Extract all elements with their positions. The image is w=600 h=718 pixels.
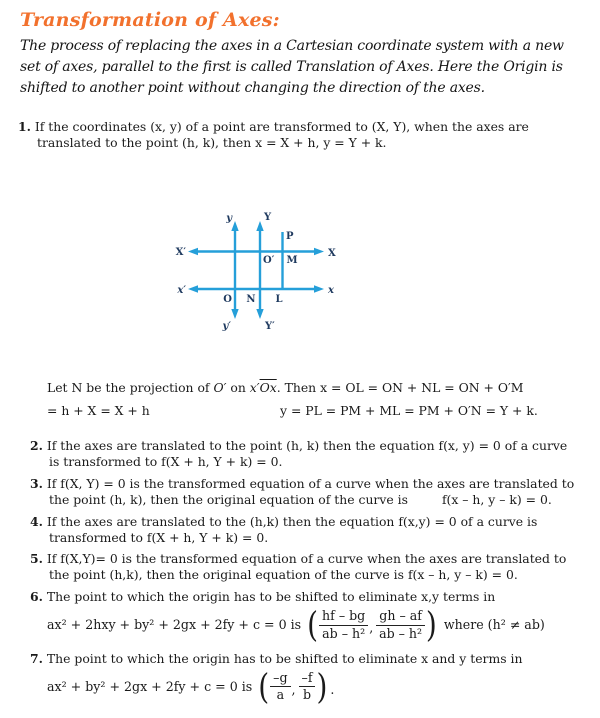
item-text: If f(X, Y) = 0 is the transformed equation of a curve when the axes are translated to: [46, 475, 575, 491]
diagram-svg: [174, 209, 344, 335]
close-paren: ): [316, 665, 328, 707]
arrowhead-x-left-icon: [188, 285, 198, 292]
item-number: 5.: [30, 551, 43, 567]
equation-6-condition: where (h² ≠ ab): [443, 617, 545, 633]
arrowhead-Y-top-icon: [256, 221, 263, 231]
open-paren: (: [307, 603, 319, 646]
item-text: the point (h, k), then the original equation of the curve is: [49, 491, 408, 507]
label-X-positive: X: [328, 248, 336, 259]
item-number: 3.: [30, 475, 43, 491]
item-text: The point to which the origin has to be shifted to eliminate x,y terms in: [46, 589, 496, 605]
label-point-M: M: [286, 255, 298, 266]
item-text: If the axes are translated to the point (h, k) then the equation f(x, y) = 0 of a curve: [46, 438, 568, 453]
label-Y-positive: Y: [264, 212, 272, 223]
arrowhead-x-right-icon: [314, 285, 324, 292]
item-text: The point to which the origin has to be shifted to eliminate x and y terms in: [46, 651, 523, 667]
intro-line: shifted to another point without changing the direction of the axes.: [20, 80, 485, 96]
label-Y-negative: Y′: [265, 321, 275, 332]
arrowhead-X-left-icon: [188, 248, 198, 255]
numbered-list: [30, 438, 596, 713]
intro-line: set of axes, parallel to the first is called Translation of Axes. Here the Origin is: [20, 59, 563, 75]
derivation-text: Let N be the projection of: [47, 380, 214, 395]
label-point-P: P: [286, 231, 294, 242]
open-paren: (: [258, 665, 270, 707]
item-number: 7.: [30, 651, 43, 667]
segment-name: $x'\overline{Ox}$: [249, 380, 277, 395]
label-x-negative: x′: [177, 285, 186, 296]
comma: ,: [291, 682, 296, 698]
derivation-y-equation: y = PL = PM + ML = PM + O′N = Y + k.: [280, 403, 538, 418]
label-new-origin-O-prime: O′: [263, 255, 275, 266]
list-item-4: [30, 514, 596, 546]
list-item-3: [30, 476, 596, 508]
list-item-1: [18, 119, 588, 151]
intro-paragraph: [20, 36, 598, 99]
item-text: is transformed to f(X + h, Y + k) = 0.: [49, 453, 283, 469]
label-y-positive: y: [226, 213, 232, 224]
item-text: If the coordinates (x, y) of a point are transformed to (X, Y), when the axes are: [34, 119, 529, 134]
fraction-hf-bg: $\frac{hf - bg}{\text{ab – h²}}$: [319, 609, 368, 641]
label-x-positive: x: [328, 285, 334, 296]
intro-line: The process of replacing the axes in a Cartesian coordinate system with a new: [20, 38, 564, 54]
label-point-N: N: [246, 294, 256, 305]
list-item-5: [30, 551, 596, 583]
fraction-neg-g-a: $\frac{-g}{a}$: [270, 671, 290, 703]
axes-translation-diagram: [174, 209, 344, 339]
arrowhead-Y-bottom-icon: [256, 309, 263, 319]
o-prime-symbol: O′: [213, 380, 227, 395]
equation-6: [47, 603, 596, 646]
item-text: If f(X,Y)= 0 is the transformed equation of a curve when the axes are translated to: [46, 551, 567, 567]
period: .: [330, 682, 335, 698]
equation-7: [47, 665, 596, 707]
derivation-x-result: = h + X = X + h: [47, 403, 150, 418]
overlined-segment: $\overline{Ox}$: [259, 380, 277, 395]
derivation-x-equation: . Then x = OL = ON + NL = ON + O′M: [276, 380, 524, 395]
arrowhead-y-bottom-icon: [231, 309, 238, 319]
fraction-gh-af: $\frac{gh - af}{\text{ab – h²}}$: [376, 609, 425, 641]
label-X-negative: X′: [175, 247, 186, 258]
label-point-L: L: [275, 294, 283, 305]
page-title: Transformation of Axes:: [20, 9, 280, 31]
item-equation: f(x – h, y – k) = 0.: [441, 491, 552, 507]
equation-6-lhs: ax² + 2hxy + by² + 2gx + 2fy + c = 0 is: [47, 617, 302, 633]
arrowhead-y-top-icon: [231, 221, 238, 231]
item-text: translated to the point (h, k), then x = X + h, y = Y + k.: [37, 134, 387, 150]
fraction-neg-f-b: $\frac{-f}{b}$: [299, 671, 316, 703]
close-paren: ): [425, 603, 437, 646]
list-item-7: [30, 651, 596, 707]
item-number: 6.: [30, 589, 43, 605]
label-y-negative: y′: [222, 321, 231, 332]
derivation-paragraph: Let N be the projection of O′ on $x'\overline{Ox}$. Then x = OL = ON + NL = ON + O′M = h + X = X + h y = PL = PM + ML = PM + O′N = Y + k.: [47, 380, 538, 418]
item-text: If the axes are translated to the (h,k) then the equation f(x,y) = 0 of a curve is: [46, 513, 538, 529]
arrowhead-X-right-icon: [314, 248, 324, 255]
list-item-6: [30, 589, 596, 646]
item-number: 4.: [30, 513, 43, 529]
item-text: the point (h,k), then the original equation of the curve is f(x – h, y – k) = 0.: [49, 567, 518, 583]
label-origin-O: O: [223, 294, 232, 305]
equation-7-lhs: ax² + by² + 2gx + 2fy + c = 0 is: [47, 679, 253, 695]
item-text: transformed to f(X + h, Y + k) = 0.: [49, 529, 269, 545]
item-number: 1.: [18, 119, 31, 134]
comma: ,: [369, 620, 374, 636]
list-item-2: [30, 438, 596, 470]
item-number: 2.: [30, 438, 43, 453]
